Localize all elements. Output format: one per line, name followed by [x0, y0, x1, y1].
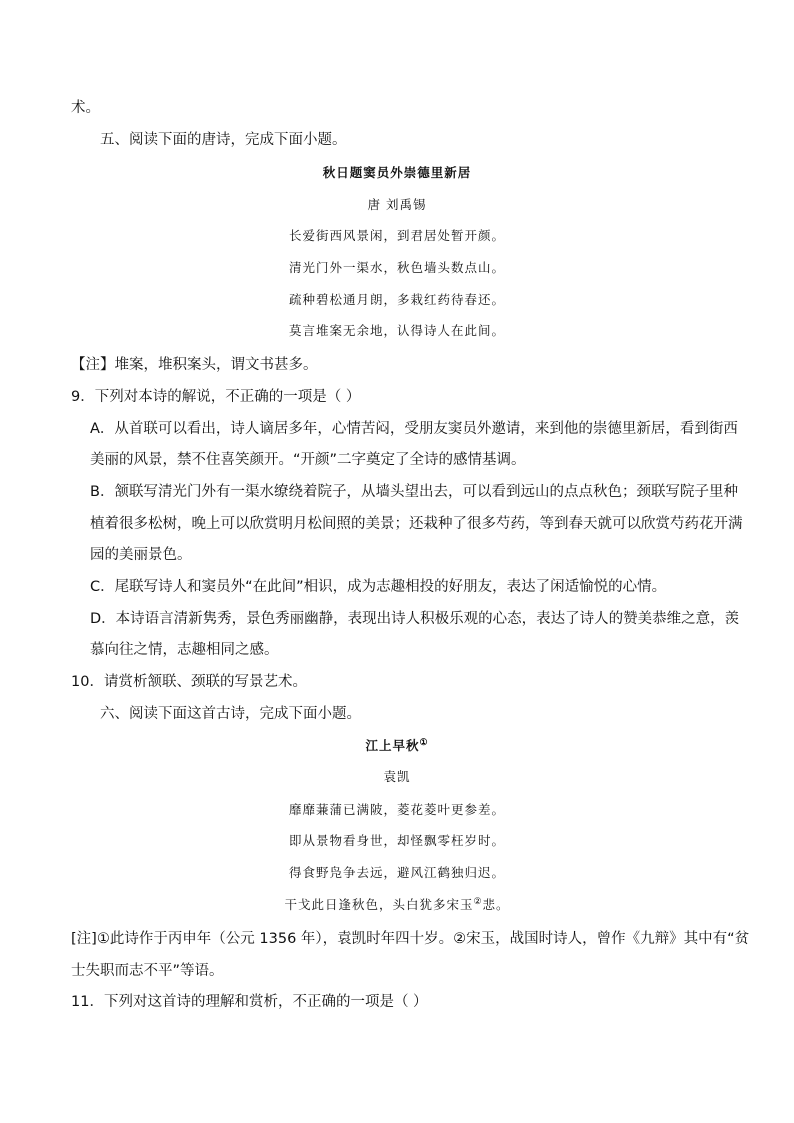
- option-b-cont: 植着很多松树，晚上可以欣赏明月松间照的美景；还栽种了很多芍药，等到春天就可以欣赏芍药花开满: [90, 516, 743, 532]
- poem-author: 袁凯: [383, 769, 411, 784]
- text-line: 术。: [71, 100, 100, 116]
- note-line-cont: 士失职而志不平”等语。: [71, 963, 224, 979]
- section-heading: 五、阅读下面的唐诗，完成下面小题。: [100, 132, 347, 148]
- poem-line-text: 干戈此日逢秋色，头白犹多宋玉: [284, 897, 474, 912]
- poem-line: [0, 896, 794, 914]
- option-c: C．尾联写诗人和窦员外“在此间”相识，成为志趣相投的好朋友，表达了闲适愉悦的心情。: [90, 579, 667, 595]
- option-b-cont: 园的美丽景色。: [90, 547, 192, 563]
- note-line: [注]①此诗作于丙申年（公元 1356 年），袁凯时年四十岁。②宋玉，战国时诗人，曾作《九辩》其中有“贫: [71, 931, 750, 947]
- footnote-marker: ②: [473, 896, 483, 907]
- poem-line: 疏种碧松通月朗，多栽红药待春还。: [288, 292, 505, 307]
- section-heading: 六、阅读下面这首古诗，完成下面小题。: [100, 706, 361, 722]
- question-9: 9．下列对本诗的解说，不正确的一项是（ ）: [71, 389, 361, 405]
- question-10: 10．请赏析颔联、颈联的写景艺术。: [71, 674, 307, 690]
- option-a: A．从首联可以看出，诗人谪居多年，心情苦闷，受朋友窦员外邀请，来到他的崇德里新居，看到街西: [90, 421, 738, 437]
- poem-title-text: 江上早秋: [365, 738, 420, 753]
- poem-line: 清光门外一渠水，秋色墙头数点山。: [288, 260, 505, 275]
- option-a-cont: 美丽的风景，禁不住喜笑颜开。“开颜”二字奠定了全诗的感情基调。: [90, 452, 526, 468]
- option-d-cont: 慕向往之情，志趣相同之感。: [90, 642, 279, 658]
- question-11: 11．下列对这首诗的理解和赏析，不正确的一项是（ ）: [71, 994, 428, 1010]
- poem-author: 唐 刘禹锡: [367, 197, 427, 212]
- option-b: B．颔联写清光门外有一渠水缭绕着院子，从墙头望出去，可以看到远山的点点秋色；颈联写院子里种: [90, 484, 738, 500]
- footnote-marker: ①: [419, 737, 429, 748]
- poem-line: 靡靡蒹蒲已满陂，菱花菱叶更参差。: [288, 802, 505, 817]
- note-line: 【注】堆案，堆积案头，谓文书甚多。: [71, 357, 318, 373]
- poem-line: 得食野凫争去远，避风江鹤独归迟。: [288, 865, 505, 880]
- poem-line-text: 悲。: [482, 897, 510, 912]
- poem-line: 即从景物看身世，却怪飘零枉岁时。: [288, 833, 505, 848]
- poem-line: 长爱街西风景闲，到君居处暂开颜。: [288, 228, 505, 243]
- poem-title: [0, 737, 794, 755]
- poem-title: 秋日题窦员外崇德里新居: [322, 165, 472, 180]
- poem-line: 莫言堆案无余地，认得诗人在此间。: [288, 323, 505, 338]
- option-d: D．本诗语言清新隽秀，景色秀丽幽静，表现出诗人积极乐观的心态，表达了诗人的赞美恭维之意，羡: [90, 611, 740, 627]
